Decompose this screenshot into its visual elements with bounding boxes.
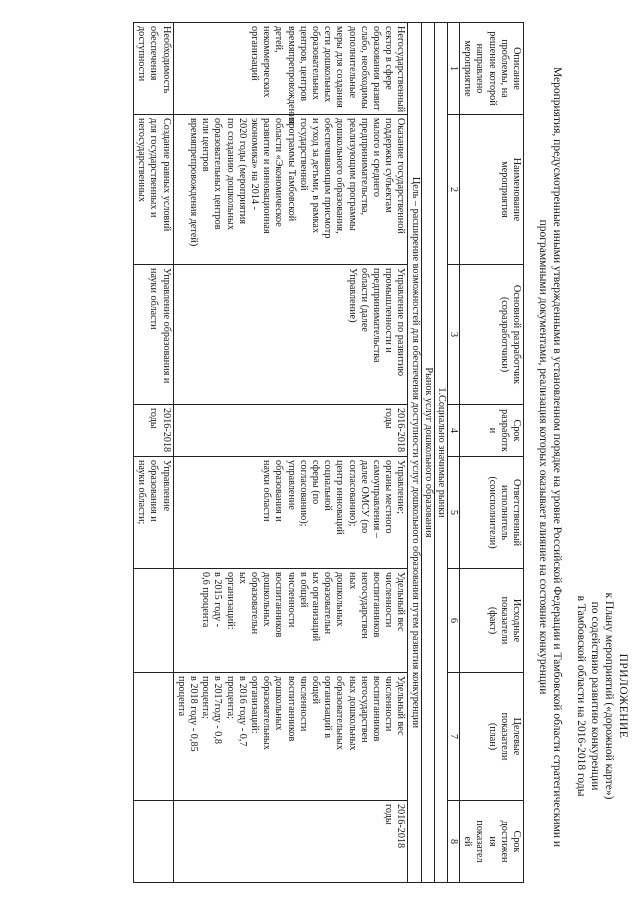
appendix-line-1: к Плану мероприятий («дорожной карте») [603, 592, 615, 800]
table-row [173, 23, 408, 883]
document-heading: Мероприятия, предусмотренные иными утвержденными в установленном порядке на уровне Российской Федерации и Тамбовской области стратегическими и программными документами, реализация которых оказывает влияние на состояние конкуренции [537, 66, 563, 848]
dev-term-cell: 2016-2018 годы [133, 405, 173, 457]
problem-cell: Негосударственный сектор в сфере образования развит слабо, необходимы дополнительные меры для создания сети дошкольных образовательных центров, центров времяпрепровождения детей, некоммерческих организаций [173, 23, 408, 115]
measures-table [133, 22, 524, 883]
target-indicators-cell: Удельный вес численности воспитанников негосударствен ных дошкольных образовательных организаций в общей численности воспитанников дошкольных образовательных организаций: в 2016 году - 0,7 процента; в 2017году - 0,8 процента; в 2018 году - 0,85 процента [173, 673, 408, 801]
appendix-title: ПРИЛОЖЕНИЕ [617, 653, 629, 739]
header-achievement-term: Срок достижен ия показател ей [459, 801, 523, 883]
initial-indicators-cell [133, 569, 173, 673]
executor-cell: Управление; органы местного самоуправления – далее ОМСУ (по согласованию); центр инноваций социальной сферы (по согласованию); управление образования и науки области [173, 457, 408, 569]
table-header-row [459, 23, 523, 883]
developer-cell: Управление образования и науки области [133, 265, 173, 405]
column-number: 1 [447, 23, 459, 115]
market-title: Рынок услуг дошкольного образования [421, 23, 434, 883]
goal-text: Цель – расширение возможностей для обеспечения доступности услуг дошкольного образования путем развития конкуренции [408, 23, 421, 883]
problem-cell: Необходимость обеспечения доступности [133, 23, 173, 115]
achievement-term-cell [133, 801, 173, 883]
appendix-line-2: по содействию развитию конкуренции [589, 601, 601, 791]
column-number: 6 [447, 569, 459, 673]
target-indicators-cell [133, 673, 173, 801]
initial-indicators-cell: Удельный вес численности воспитанников негосударствен ных дошкольных образовательн ых организаций в общей численности воспитанников дошкольных образовательн ых организаций: в 2015 году - 0,6 процента [173, 569, 408, 673]
market-row [421, 23, 434, 883]
column-number: 3 [447, 265, 459, 405]
table-row [133, 23, 173, 883]
header-problem: Описание проблемы, на решение которой направлено мероприятие [459, 23, 523, 115]
header-measure: Наименование мероприятия [459, 115, 523, 265]
section-row [434, 23, 447, 883]
appendix-line-3: в Тамбовской области на 2016-2018 годы [575, 595, 587, 797]
measure-cell: Создание равных условий для государственных и негосударственных [133, 115, 173, 265]
header-initial-indicators: Исходные показатели (факт) [459, 569, 523, 673]
column-number: 2 [447, 115, 459, 265]
column-number: 4 [447, 405, 459, 457]
measure-cell: Оказание государственной поддержки субъектам малого и среднего предпринимательства, реализующим программы дошкольного образования, обеспечивающим присмотр и уход за детьми, в рамках государственной программы Тамбовской области «Экономическое развитие и инновационная экономика» на 2014 - 2020 годы (мероприятия по созданию дошкольных образовательных центров или центров времяпрепровождения детей) [173, 115, 408, 265]
achievement-term-cell: 2016-2018 годы [173, 801, 408, 883]
column-number: 5 [447, 457, 459, 569]
developer-cell: Управление по развитию промышленности и предпринимательства области (далее Управление) [173, 265, 408, 405]
header-target-indicators: Целевые показатели (план) [459, 673, 523, 801]
dev-term-cell: 2016-2018 годы [173, 405, 408, 457]
appendix-block [574, 531, 630, 861]
goal-row [408, 23, 421, 883]
header-dev-term: Срок разработк и [459, 405, 523, 457]
column-number-row [447, 23, 459, 883]
section-title: 1.Социально значимые рынки [434, 23, 447, 883]
column-number: 8 [447, 801, 459, 883]
header-executor: Ответственный исполнитель (соисполнители) [459, 457, 523, 569]
header-developer: Основной разработчик (соразработчики) [459, 265, 523, 405]
executor-cell: Управление образования и науки области; [133, 457, 173, 569]
column-number: 7 [447, 673, 459, 801]
